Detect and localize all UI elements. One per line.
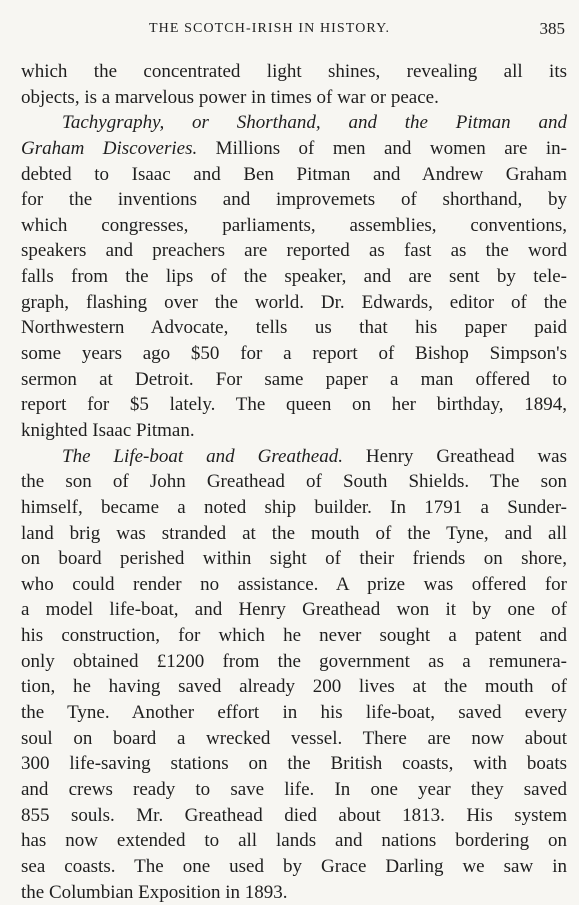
text-line: debted to Isaac and Ben Pitman and Andrew Graham [21, 162, 567, 188]
text-fragment: Henry Greathead was [343, 446, 567, 467]
running-head [0, 17, 579, 41]
text-line: tion, he having saved already 200 lives at the mouth of [21, 674, 567, 700]
text-line: some years ago $50 for a report of Bishop Simpson's [21, 341, 567, 367]
page-number: 385 [540, 19, 566, 39]
text-line: Northwestern Advocate, tells us that his paper paid [21, 315, 567, 341]
body-text [21, 59, 567, 905]
text-line: on board perished within sight of their friends on shore, [21, 546, 567, 572]
section-heading-line [21, 110, 567, 136]
text-line [21, 444, 567, 470]
text-fragment: Millions of men and women are in- [197, 138, 567, 159]
text-line: the son of John Greathead of South Shields. The son [21, 469, 567, 495]
text-line: which congresses, parliaments, assemblies, conventions, [21, 213, 567, 239]
text-line: knighted Isaac Pitman. [21, 418, 567, 444]
text-line [21, 136, 567, 162]
text-line: has now extended to all lands and nations bordering on [21, 828, 567, 854]
text-line: falls from the lips of the speaker, and are sent by tele- [21, 264, 567, 290]
text-line: the Columbian Exposition in 1893. [21, 880, 567, 905]
text-line: speakers and preachers are reported as fast as the word [21, 238, 567, 264]
text-line: which the concentrated light shines, revealing all its [21, 59, 567, 85]
text-line: who could render no assistance. A prize was offered for [21, 572, 567, 598]
text-line: objects, is a marvelous power in times of war or peace. [21, 85, 567, 111]
section-heading-tachygraphy-continued: Graham Discoveries. [21, 138, 197, 159]
text-line: sermon at Detroit. For same paper a man offered to [21, 367, 567, 393]
text-line: graph, flashing over the world. Dr. Edwards, editor of the [21, 290, 567, 316]
text-line: land brig was stranded at the mouth of the Tyne, and all [21, 521, 567, 547]
text-line: report for $5 lately. The queen on her birthday, 1894, [21, 392, 567, 418]
text-line: only obtained £1200 from the government as a remunera- [21, 649, 567, 675]
section-heading-lifeboat: The Life-boat and Greathead. [62, 446, 343, 467]
section-heading-tachygraphy: Tachygraphy, or Shorthand, and the Pitman and [62, 112, 567, 133]
text-line: 855 souls. Mr. Greathead died about 1813. His system [21, 803, 567, 829]
text-line: the Tyne. Another effort in his life-boat, saved every [21, 700, 567, 726]
text-line: 300 life-saving stations on the British coasts, with boats [21, 751, 567, 777]
text-line: his construction, for which he never sought a patent and [21, 623, 567, 649]
text-line: for the inventions and improvemets of shorthand, by [21, 187, 567, 213]
running-title: THE SCOTCH-IRISH IN HISTORY. [149, 21, 390, 37]
text-line: a model life-boat, and Henry Greathead won it by one of [21, 597, 567, 623]
text-line: sea coasts. The one used by Grace Darling we saw in [21, 854, 567, 880]
text-line: soul on board a wrecked vessel. There are now about [21, 726, 567, 752]
text-line: and crews ready to save life. In one year they saved [21, 777, 567, 803]
text-line: himself, became a noted ship builder. In 1791 a Sunder- [21, 495, 567, 521]
